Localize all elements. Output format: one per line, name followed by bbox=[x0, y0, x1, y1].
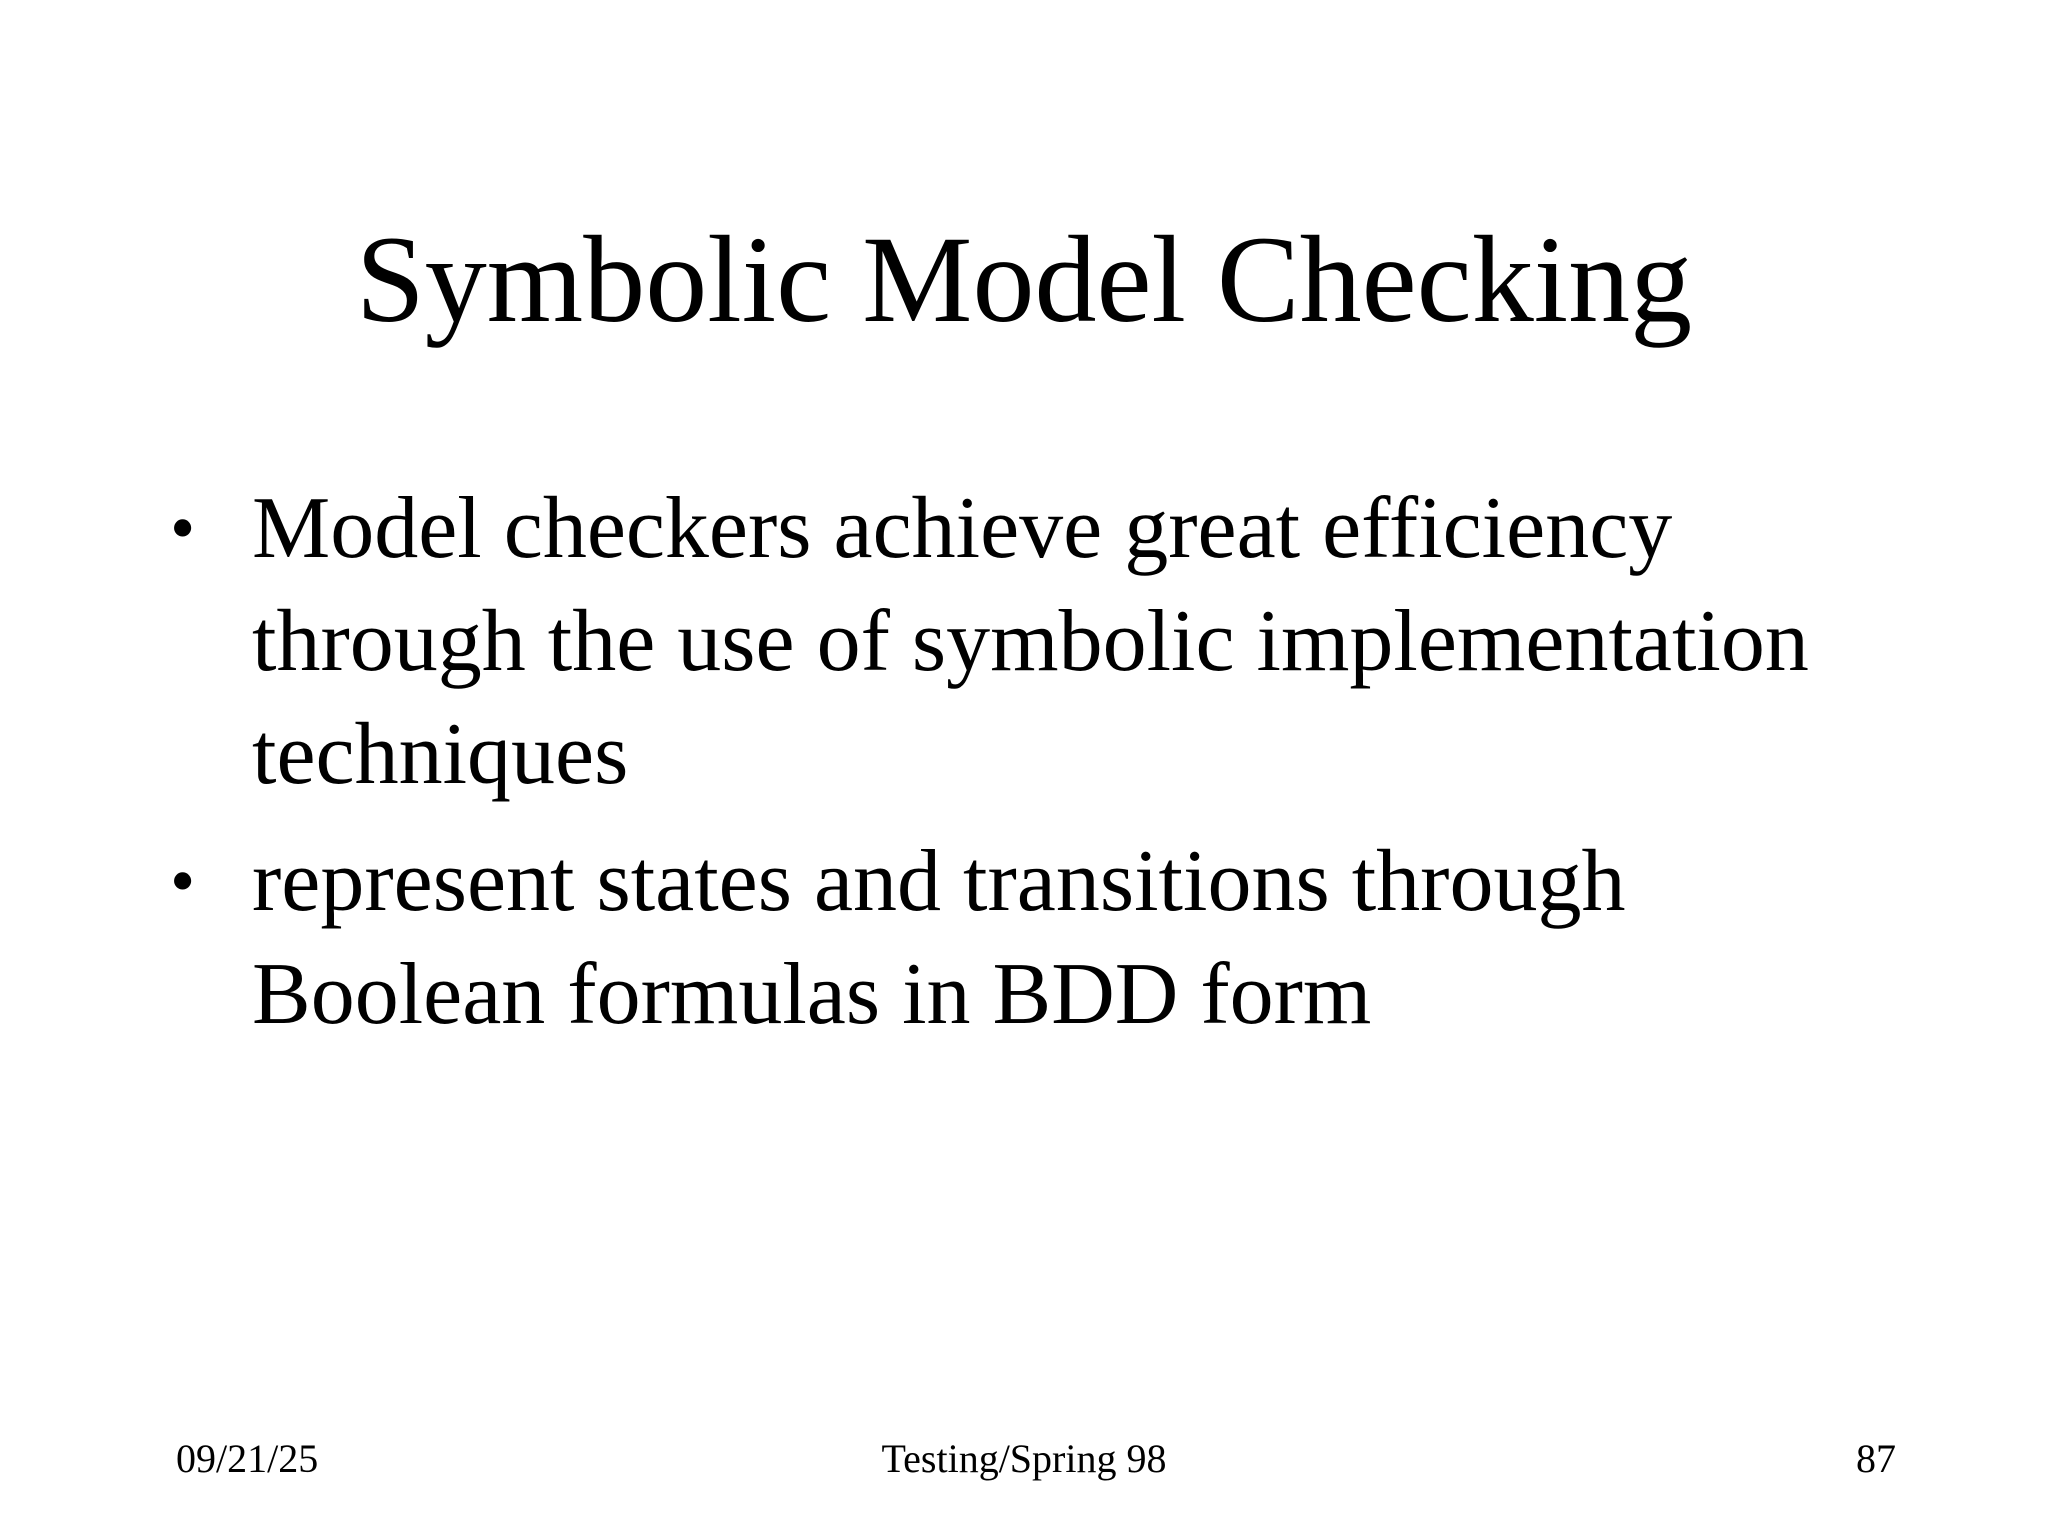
footer-course: Testing/Spring 98 bbox=[881, 1436, 1167, 1481]
bullet-list bbox=[170, 472, 1930, 1065]
bullet-text: represent states and transitions through Boolean formulas in BDD form bbox=[252, 833, 1626, 1043]
slide-title: Symbolic Model Checking bbox=[355, 211, 1693, 348]
bullet-item bbox=[170, 472, 1930, 811]
bullet-marker: • bbox=[170, 488, 196, 568]
bullet-marker: • bbox=[170, 841, 196, 921]
bullet-item bbox=[170, 825, 1930, 1051]
footer-page-number: 87 bbox=[1856, 1436, 1896, 1481]
footer-date: 09/21/25 bbox=[176, 1436, 319, 1481]
bullet-text: Model checkers achieve great efficiency through the use of symbolic implementation techniques bbox=[252, 480, 1809, 803]
